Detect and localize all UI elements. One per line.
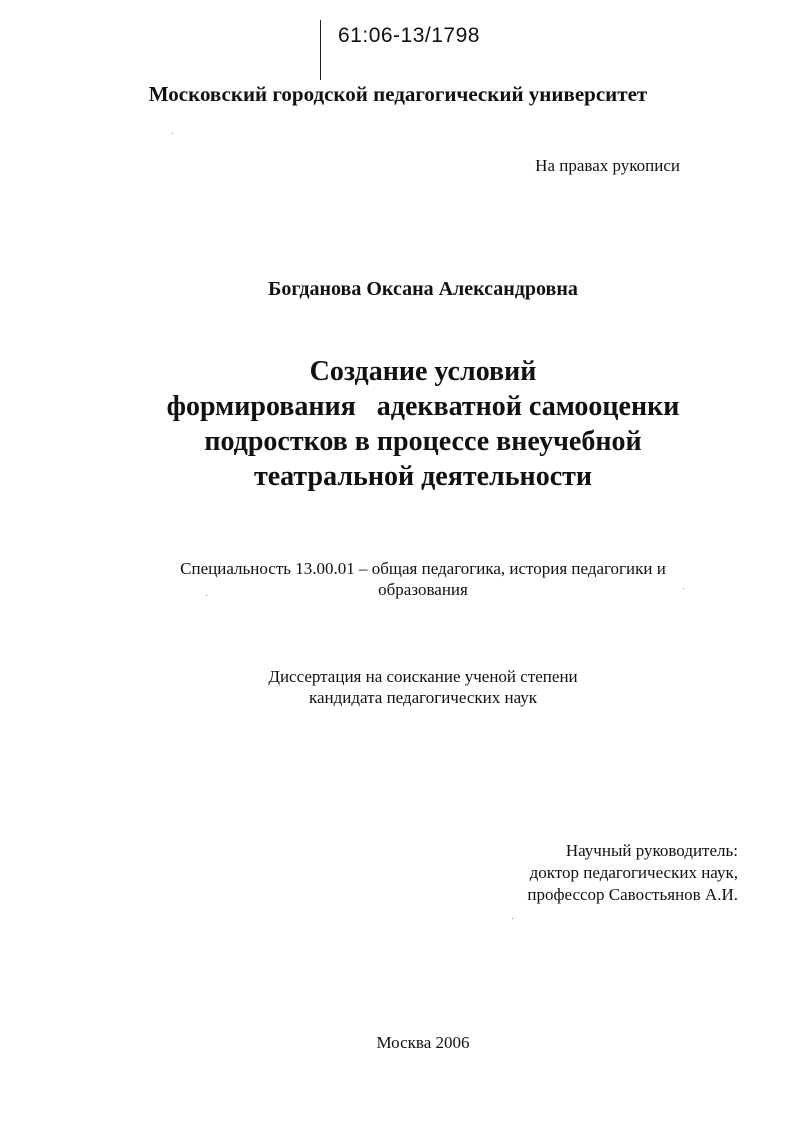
title-line: подростков в процессе внеучебной — [204, 426, 642, 457]
supervisor-line: доктор педагогических наук, — [529, 863, 738, 882]
university-name: Московский городской педагогический университет — [148, 82, 648, 106]
supervisor-line: профессор Савостьянов А.И. — [527, 885, 738, 904]
degree-line: Диссертация на соискание ученой степени — [268, 667, 578, 686]
specialty-line: образования — [378, 580, 468, 599]
scientific-supervisor — [527, 840, 738, 906]
title-line: театральной деятельности — [253, 461, 593, 492]
scan-speck — [683, 588, 684, 589]
archive-stamp: 61:06-13/1798 — [338, 24, 480, 47]
title-line: формирования адекватной самооценки — [166, 391, 680, 422]
stamp-divider — [320, 20, 321, 80]
degree-statement — [0, 666, 796, 708]
specialty-line: Специальность 13.00.01 – общая педагогика, история педагогики и — [180, 559, 666, 578]
city-year: Москва 2006 — [376, 1033, 470, 1052]
scan-speck — [172, 133, 173, 134]
degree-line: кандидата педагогических наук — [308, 688, 538, 707]
manuscript-note: На правах рукописи — [535, 156, 680, 175]
specialty — [0, 558, 796, 600]
dissertation-title — [0, 354, 796, 494]
scan-speck — [512, 918, 513, 919]
title-line: Создание условий — [309, 356, 537, 387]
scan-speck — [206, 595, 207, 596]
supervisor-line: Научный руководитель: — [565, 841, 738, 860]
author-name: Богданова Оксана Александровна — [268, 278, 578, 300]
